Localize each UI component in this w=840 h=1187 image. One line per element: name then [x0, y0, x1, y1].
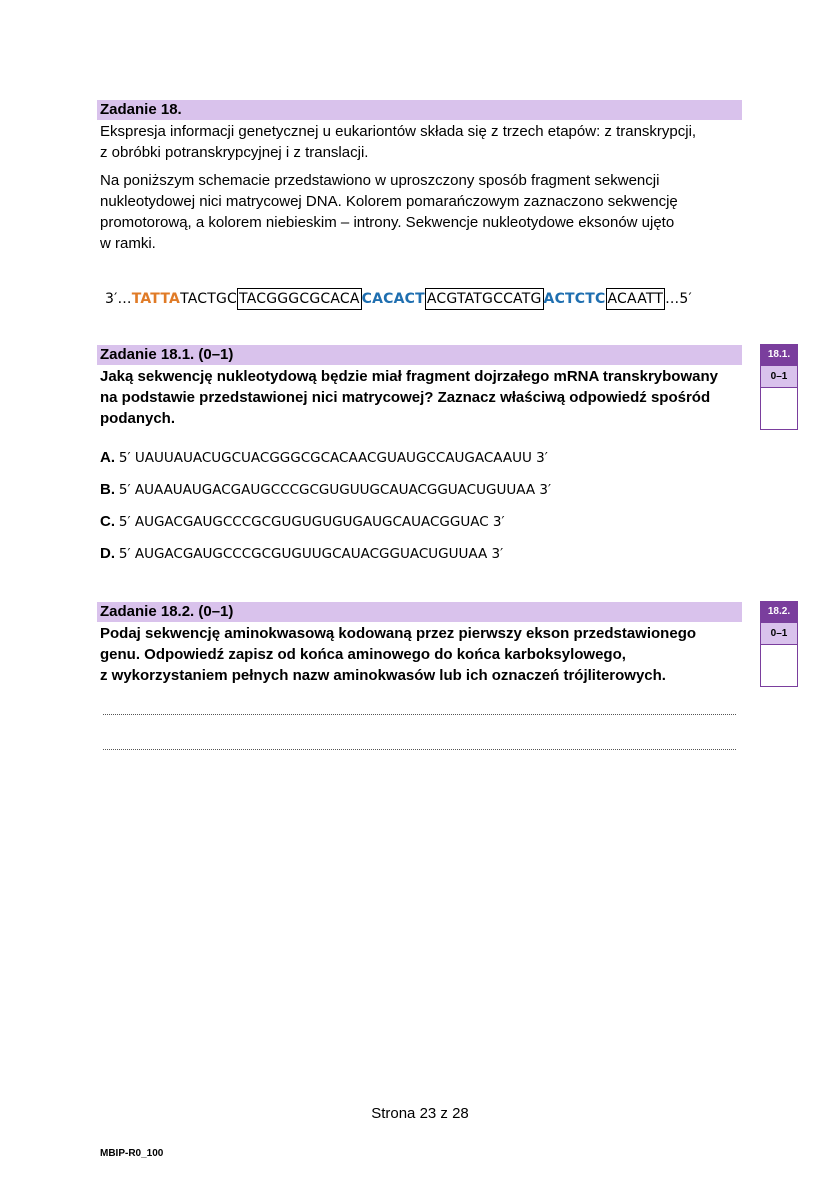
option-label: B. [100, 481, 115, 498]
question-line: na podstawie przedstawionej nici matrycowej? Zaznacz właściwą odpowiedź spośród [100, 389, 711, 406]
option-label: A. [100, 449, 115, 466]
task-18-1-question [100, 366, 740, 429]
score-id: 18.1. [761, 345, 797, 365]
option-text: 5′ AUGACGAUGCCCGCGUGUUGCAUACGGUACUGUUAA 3′ [118, 546, 504, 562]
document-code: MBIP-R0_100 [100, 1148, 164, 1159]
answer-line-2[interactable] [103, 749, 736, 750]
score-field[interactable] [761, 388, 797, 429]
intro-line: Ekspresja informacji genetycznej u eukariontów składa się z trzech etapów: z transkrypcji, [100, 123, 697, 140]
question-line: Podaj sekwencję aminokwasową kodowaną przez pierwszy ekson przedstawionego [100, 625, 697, 642]
seq-intron-2: ACTCTC [543, 291, 606, 307]
desc-line: Na poniższym schemacie przedstawiono w uproszczony sposób fragment sekwencji [100, 172, 660, 189]
option-text: 5′ AUGACGAUGCCCGCGUGUGUGUGAUGCAUACGGUAC 3′ [118, 514, 505, 530]
seq-end: …5′ [665, 291, 692, 307]
seq-exon-3: ACAATT [606, 288, 666, 310]
option-d[interactable] [100, 543, 503, 564]
score-range: 0–1 [761, 622, 797, 645]
score-range: 0–1 [761, 365, 797, 388]
option-text: 5′ AUAAUAUGACGAUGCCCGCGUGUUGCAUACGGUACUGUUAA 3′ [118, 482, 552, 498]
task-18-description [100, 170, 740, 254]
option-label: D. [100, 545, 115, 562]
task-18-2-question [100, 623, 740, 686]
seq-exon-1: TACGGGCGCACA [237, 288, 362, 310]
intro-line: z obróbki potranskrypcyjnej i z translacji. [100, 144, 369, 161]
page-number: Strona 23 z 28 [371, 1105, 469, 1122]
desc-line: nukleotydowej nici matrycowej DNA. Kolorem pomarańczowym zaznaczono sekwencję [100, 193, 678, 210]
score-field[interactable] [761, 645, 797, 686]
task-18-intro [100, 121, 740, 163]
score-box-18-1 [760, 344, 798, 430]
score-id: 18.2. [761, 602, 797, 622]
task-18-1-header: Zadanie 18.1. (0–1) [97, 345, 742, 365]
option-a[interactable] [100, 447, 548, 468]
question-line: podanych. [100, 410, 176, 427]
seq-plain: TACTGC [180, 291, 238, 307]
answer-line-1[interactable] [103, 714, 736, 715]
option-b[interactable] [100, 479, 551, 500]
dna-sequence [105, 288, 692, 310]
score-box-18-2 [760, 601, 798, 687]
desc-line: promotorową, a kolorem niebieskim – introny. Sekwencje nukleotydowe eksonów ujęto [100, 214, 675, 231]
desc-line: w ramki. [100, 235, 156, 252]
question-line: z wykorzystaniem pełnych nazw aminokwasów lub ich oznaczeń trójliterowych. [100, 667, 666, 684]
seq-promoter: TATTA [131, 291, 181, 307]
task-18-2-header: Zadanie 18.2. (0–1) [97, 602, 742, 622]
option-label: C. [100, 513, 115, 530]
option-text: 5′ UAUUAUACUGCUACGGGCGCACAACGUAUGCCAUGACAAUU 3′ [118, 450, 548, 466]
seq-start: 3′… [105, 291, 132, 307]
task-18-header: Zadanie 18. [97, 100, 742, 120]
question-line: Jaką sekwencję nukleotydową będzie miał fragment dojrzałego mRNA transkrybowany [100, 368, 718, 385]
question-line: genu. Odpowiedź zapisz od końca aminowego do końca karboksylowego, [100, 646, 626, 663]
seq-exon-2: ACGTATGCCATG [425, 288, 544, 310]
seq-intron-1: CACACT [361, 291, 425, 307]
option-c[interactable] [100, 511, 505, 532]
